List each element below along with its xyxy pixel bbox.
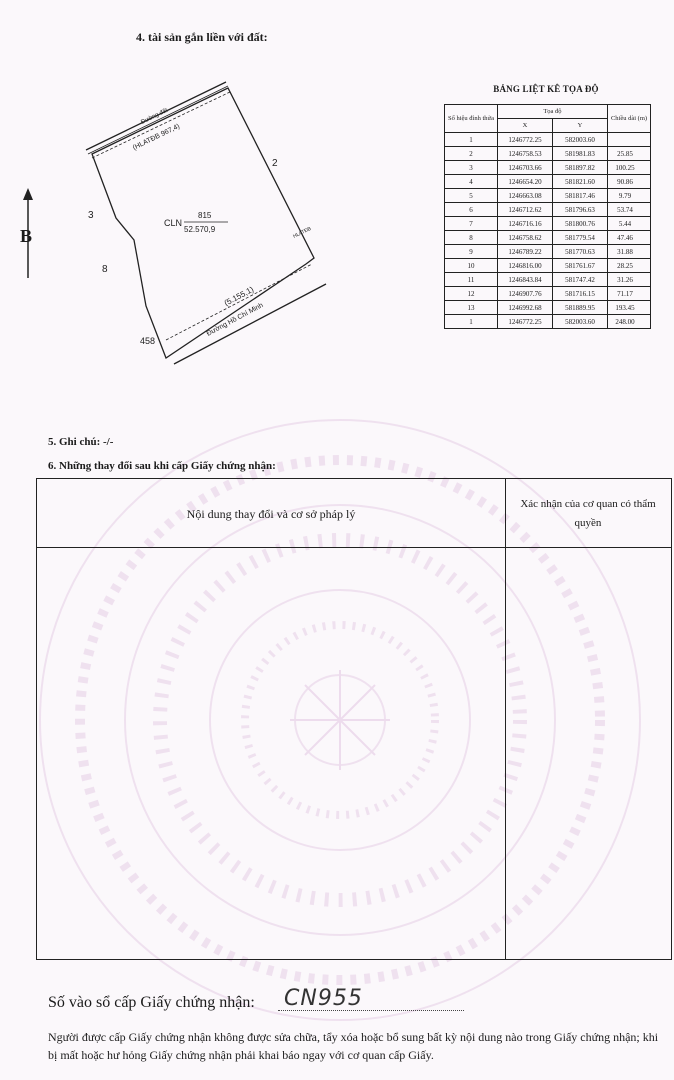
x-cell: 1246663.08 — [497, 189, 552, 203]
neighbor-3: 3 — [88, 210, 94, 221]
plot-number: 815 — [198, 211, 212, 220]
x-cell: 1246907.76 — [497, 287, 552, 301]
point-cell: 2 — [445, 147, 498, 161]
col-length-header: Chiều dài (m) — [607, 105, 650, 133]
col-y-header: Y — [552, 119, 607, 133]
point-cell: 9 — [445, 245, 498, 259]
y-cell: 581796.63 — [552, 203, 607, 217]
x-cell: 1246758.53 — [497, 147, 552, 161]
section-4-text: tài sản gắn liền với đất: — [148, 30, 268, 44]
y-cell: 581800.76 — [552, 217, 607, 231]
x-cell: 1246789.22 — [497, 245, 552, 259]
parcel-boundary — [92, 88, 314, 358]
point-cell: 12 — [445, 287, 498, 301]
point-cell: 8 — [445, 231, 498, 245]
section-4-title — [136, 30, 268, 45]
x-cell: 1246758.62 — [497, 231, 552, 245]
point-cell: 13 — [445, 301, 498, 315]
point-cell: 4 — [445, 175, 498, 189]
coord-row — [445, 133, 651, 147]
notes-line: 5. Ghi chú: -/- — [48, 436, 114, 448]
segment-length: 31.26 — [617, 276, 633, 284]
x-cell: 1246816.00 — [497, 259, 552, 273]
neighbor-8: 8 — [102, 264, 108, 275]
segment-length: 100.25 — [615, 164, 635, 172]
x-cell: 1246654.20 — [497, 175, 552, 189]
road-top-code: (HLATĐB 967,4) — [131, 123, 181, 152]
road-bottom-code: (5.155,1) — [222, 284, 256, 308]
point-cell: 5 — [445, 189, 498, 203]
y-cell: 582003.60 — [552, 133, 607, 147]
parcel-map — [80, 80, 420, 370]
y-cell: 581981.83 — [552, 147, 607, 161]
col-x-header: X — [497, 119, 552, 133]
point-cell: 10 — [445, 259, 498, 273]
neighbor-2: 2 — [272, 158, 278, 169]
footer-note: Người được cấp Giấy chứng nhận không được sửa chữa, tẩy xóa hoặc bổ sung bất kỳ nội dung nào trong Giấy chứng nhận; khi bị mất hoặc hư hỏng Giấy chứng nhận phải khai báo ngay với cơ quan cấp Giấy. — [48, 1030, 659, 1062]
segment-length: 71.17 — [617, 290, 633, 298]
road-bottom-label: Đường Hồ Chí Minh — [205, 302, 265, 338]
changes-col-confirm: Xác nhận của cơ quan có thẩm quyền — [520, 498, 656, 529]
segment-length: 193.45 — [615, 304, 635, 312]
y-cell: 581770.63 — [552, 245, 607, 259]
y-cell: 581779.54 — [552, 231, 607, 245]
road-top-label: Đường đất — [140, 107, 169, 126]
y-cell: 581747.42 — [552, 273, 607, 287]
hlat-small-label: HLATĐB — [292, 225, 313, 240]
point-cell: 7 — [445, 217, 498, 231]
x-cell: 1246716.16 — [497, 217, 552, 231]
registry-label: Số vào sổ cấp Giấy chứng nhận: — [48, 994, 255, 1011]
x-cell: 1246703.66 — [497, 161, 552, 175]
x-cell: 1246772.25 — [497, 133, 552, 147]
section-4-number: 4. — [136, 30, 145, 44]
x-cell: 1246772.25 — [497, 315, 552, 329]
point-cell: 1 — [445, 315, 498, 329]
registry-number: CN955 — [284, 986, 363, 1011]
segment-length: 9.79 — [618, 192, 632, 200]
y-cell: 581761.67 — [552, 259, 607, 273]
y-cell: 581889.95 — [552, 301, 607, 315]
y-cell: 581817.46 — [552, 189, 607, 203]
segment-length: 90.86 — [617, 178, 633, 186]
plot-area: 52.570,9 — [184, 225, 216, 234]
y-cell: 582003.60 — [552, 315, 607, 329]
neighbor-458: 458 — [140, 336, 156, 346]
changes-col-content: Nội dung thay đổi và cơ sở pháp lý — [186, 507, 356, 521]
changes-title: 6. Những thay đổi sau khi cấp Giấy chứng nhận: — [48, 460, 276, 472]
north-letter: B — [20, 226, 33, 246]
y-cell: 581897.82 — [552, 161, 607, 175]
segment-length: 28.25 — [617, 262, 633, 270]
length-cell — [607, 133, 650, 147]
segment-length: 47.46 — [617, 234, 633, 242]
x-cell: 1246712.62 — [497, 203, 552, 217]
point-cell: 11 — [445, 273, 498, 287]
segment-length: 53.74 — [617, 206, 633, 214]
coord-table-title: BẢNG LIỆT KÊ TỌA ĐỘ — [493, 84, 599, 94]
col-coord-header: Tọa độ — [497, 105, 607, 119]
segment-length: 248.00 — [615, 318, 635, 326]
point-cell: 3 — [445, 161, 498, 175]
y-cell: 581716.15 — [552, 287, 607, 301]
plot-label: CLN — [164, 218, 183, 228]
registry-dotted-line — [278, 1010, 464, 1011]
y-cell: 581821.60 — [552, 175, 607, 189]
segment-length: 25.85 — [617, 150, 633, 158]
point-cell: 6 — [445, 203, 498, 217]
segment-length: 5.44 — [618, 220, 632, 228]
col-point-header: Số hiệu đỉnh thửa — [445, 105, 498, 133]
point-cell: 1 — [445, 133, 498, 147]
changes-table — [36, 478, 672, 960]
x-cell: 1246843.84 — [497, 273, 552, 287]
segment-length: 31.88 — [617, 248, 633, 256]
x-cell: 1246992.68 — [497, 301, 552, 315]
